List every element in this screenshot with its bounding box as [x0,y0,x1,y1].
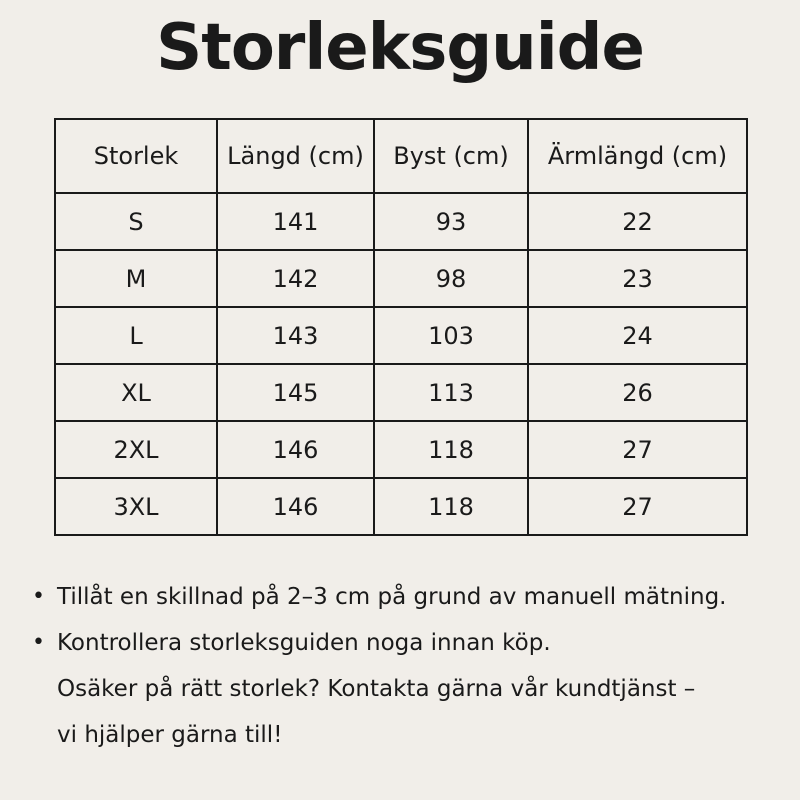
table-header-row [55,119,747,193]
cell-bust: 103 [374,307,528,364]
cell-size: 3XL [55,478,217,535]
note-text-tolerance: Tillåt en skillnad på 2–3 cm på grund av manuell mätning. [57,584,727,610]
cell-length: 141 [217,193,374,250]
cell-length: 143 [217,307,374,364]
cell-size: XL [55,364,217,421]
cell-sleeve: 23 [528,250,747,307]
table-row [55,250,747,307]
size-table [54,118,748,536]
note-item [32,574,792,620]
page-title: Storleksguide [156,11,644,85]
notes-list [32,574,792,758]
cell-sleeve: 22 [528,193,747,250]
cell-size: M [55,250,217,307]
header-byst: Byst (cm) [374,119,528,193]
cell-sleeve: 27 [528,421,747,478]
cell-length: 146 [217,421,374,478]
note-contact-line-2: vi hjälper gärna till! [57,722,283,748]
cell-size: 2XL [55,421,217,478]
cell-sleeve: 26 [528,364,747,421]
table-row [55,364,747,421]
note-item [32,620,792,666]
header-langd: Längd (cm) [217,119,374,193]
table-row [55,421,747,478]
table-row [55,307,747,364]
note-contact-line-1: Osäker på rätt storlek? Kontakta gärna vår kundtjänst – [57,676,696,702]
cell-sleeve: 27 [528,478,747,535]
header-armlangd: Ärmlängd (cm) [528,119,747,193]
cell-bust: 93 [374,193,528,250]
cell-length: 142 [217,250,374,307]
cell-size: S [55,193,217,250]
cell-bust: 118 [374,478,528,535]
cell-length: 146 [217,478,374,535]
bullet-icon: • [32,584,45,609]
cell-bust: 118 [374,421,528,478]
cell-length: 145 [217,364,374,421]
table-row [55,478,747,535]
bullet-icon: • [32,630,45,655]
note-text-check: Kontrollera storleksguiden noga innan köp. [57,630,551,656]
cell-bust: 113 [374,364,528,421]
table-row [55,193,747,250]
cell-sleeve: 24 [528,307,747,364]
cell-size: L [55,307,217,364]
cell-bust: 98 [374,250,528,307]
header-storlek: Storlek [55,119,217,193]
